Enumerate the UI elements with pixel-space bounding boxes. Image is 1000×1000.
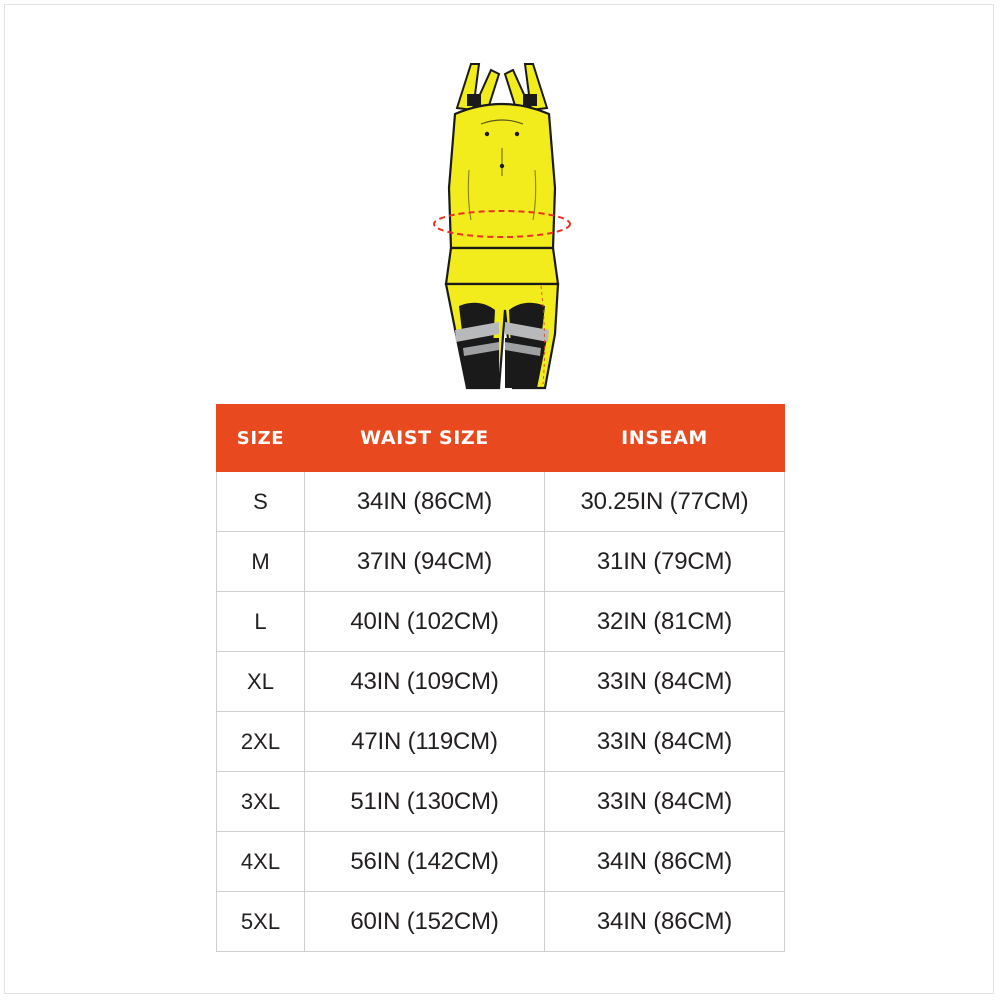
cell-size: L (217, 592, 305, 652)
table-row (217, 472, 785, 532)
cell-waist: 37IN (94CM) (305, 532, 545, 592)
cell-inseam: 30.25IN (77CM) (545, 472, 785, 532)
table-header (217, 405, 785, 472)
cell-waist: 47IN (119CM) (305, 712, 545, 772)
table-header-row (217, 405, 785, 472)
cell-waist: 34IN (86CM) (305, 472, 545, 532)
cell-inseam: 33IN (84CM) (545, 712, 785, 772)
column-header-inseam: INSEAM (545, 405, 785, 472)
cell-waist: 40IN (102CM) (305, 592, 545, 652)
cell-size: 3XL (217, 772, 305, 832)
cell-waist: 43IN (109CM) (305, 652, 545, 712)
cell-inseam: 32IN (81CM) (545, 592, 785, 652)
cell-inseam: 34IN (86CM) (545, 832, 785, 892)
cell-size: 5XL (217, 892, 305, 952)
table-row (217, 772, 785, 832)
cell-inseam: 33IN (84CM) (545, 772, 785, 832)
cell-waist: 51IN (130CM) (305, 772, 545, 832)
cell-inseam: 31IN (79CM) (545, 532, 785, 592)
cell-size: 2XL (217, 712, 305, 772)
hi-vis-bib-overalls-illustration (395, 48, 610, 396)
size-chart-table (216, 404, 785, 952)
table-row (217, 652, 785, 712)
table-row (217, 892, 785, 952)
cell-size: XL (217, 652, 305, 712)
table-body (217, 472, 785, 952)
table-row (217, 832, 785, 892)
waist-panel (446, 248, 558, 284)
cell-inseam: 34IN (86CM) (545, 892, 785, 952)
table-row (217, 532, 785, 592)
cell-waist: 60IN (152CM) (305, 892, 545, 952)
cell-size: 4XL (217, 832, 305, 892)
table-row (217, 592, 785, 652)
cell-waist: 56IN (142CM) (305, 832, 545, 892)
cell-inseam: 33IN (84CM) (545, 652, 785, 712)
cell-size: S (217, 472, 305, 532)
column-header-size: SIZE (217, 405, 305, 472)
column-header-waist-size: WAIST SIZE (305, 405, 545, 472)
cell-size: M (217, 532, 305, 592)
table-row (217, 712, 785, 772)
